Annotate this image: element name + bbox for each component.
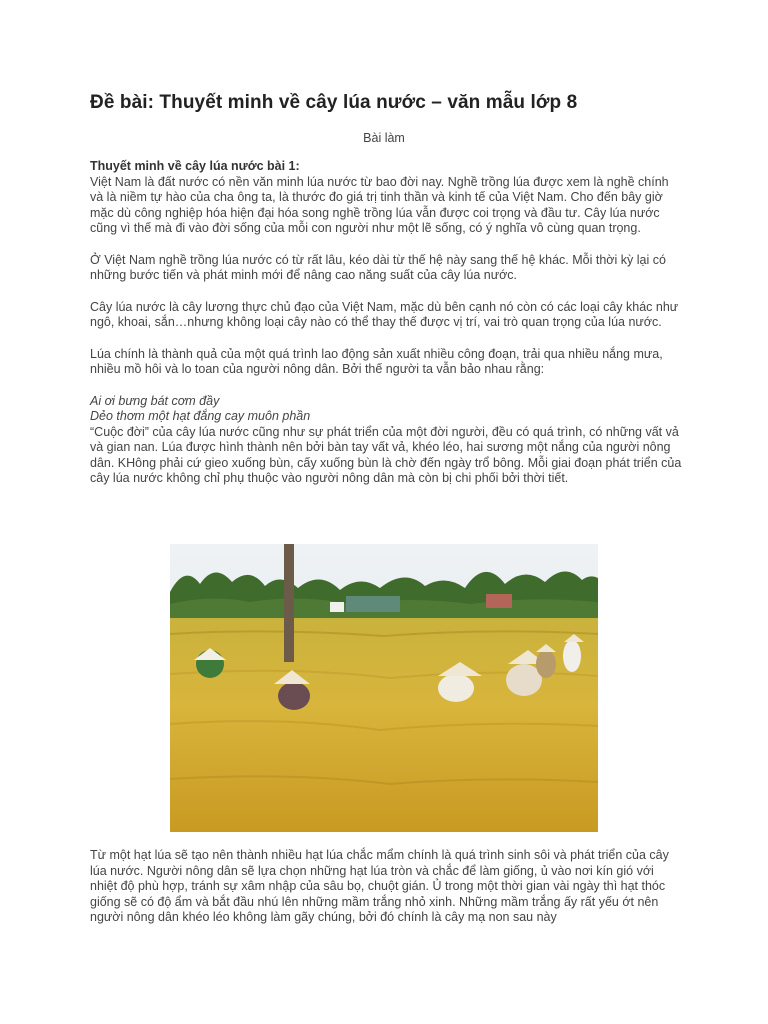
poem-line: Ai ơi bưng bát cơm đầy xyxy=(90,393,220,408)
article-body xyxy=(90,159,682,503)
paragraph: Lúa chính là thành quả của một quá trình lao động sản xuất nhiều công đoạn, trải qua nhiều nắng mưa, nhiều mồ hôi và lo toan của người nông dân. Bởi thế người ta vẫn bảo nhau rằng: xyxy=(90,346,663,376)
paragraph: Việt Nam là đất nước có nền văn minh lúa nước từ bao đời nay. Nghề trồng lúa được xem là nghề chính và là niềm tự hào của cha ông ta, là thước đo giá trị tinh thần và kinh tế của Việt Nam. Cho đến bây giờ mặc dù công nghiệp hóa hiện đại hóa song nghề trồng lúa vẫn được coi trọng và đầu tư. Cây lúa nước cũng vì thế mà đi vào đời sống của mỗi con người như một lẽ sống, có ý nghĩa vô cùng quan trọng. xyxy=(90,174,669,235)
rice-harvest-illustration xyxy=(170,544,598,832)
rice-field-photo xyxy=(170,544,598,832)
paragraph: Cây lúa nước là cây lương thực chủ đạo của Việt Nam, mặc dù bên cạnh nó còn có các loại cây khác như ngô, khoai, sắn…nhưng không loại cây nào có thể thay thế được vị trí, vai trò quan trọng của lúa nước. xyxy=(90,299,679,329)
section-heading: Thuyết minh về cây lúa nước bài 1: xyxy=(90,159,300,173)
poem-line: Dẻo thơm một hạt đắng cay muôn phần xyxy=(90,409,311,423)
page-title: Đề bài: Thuyết minh về cây lúa nước – văn mẫu lớp 8 xyxy=(90,92,578,113)
paragraph: “Cuộc đời” của cây lúa nước cũng như sự phát triển của một đời người, đều có quá trình, có những vất vả và gian nan. Lúa được hình thành nên bởi bàn tay vất vả, khéo léo, hai sương một nắng của người nông dân. KHông phải cứ gieo xuống bùn, cấy xuống bùn là chờ đến ngày trổ bông. Mỗi giai đoạn phát triển của cây lúa nước không chỉ phụ thuộc vào người nông dân mà còn bị chi phối bởi thời tiết. xyxy=(90,424,682,485)
paragraph: Từ một hạt lúa sẽ tạo nên thành nhiều hạt lúa chắc mẩm chính là quá trình sinh sôi và phát triển của cây lúa nước. Người nông dân sẽ lựa chọn những hạt lúa tròn và chắc để làm giống, ủ vào nơi kín gió với nhiệt độ phù hợp, tránh sự xâm nhập của sâu bọ, chuột gián. Ủ trong một thời gian vài ngày thì hạt thóc giống sẽ có độ ẩm và bắt đầu nhú lên những mầm trắng nhỏ xinh. Những mầm trắng ấy rất yếu ớt nên người nông dân khéo léo không làm gãy chúng, bởi đó chính là cây mạ non sau này xyxy=(90,848,669,924)
article-body-continued xyxy=(90,848,682,926)
paragraph: Ở Việt Nam nghề trồng lúa nước có từ rất lâu, kéo dài từ thế hệ này sang thế hệ khác. Mỗi thời kỳ lại có những bước tiến và phát minh mới để nâng cao năng suất của cây lúa nước. xyxy=(90,252,666,282)
page-subtitle: Bài làm xyxy=(363,131,405,145)
